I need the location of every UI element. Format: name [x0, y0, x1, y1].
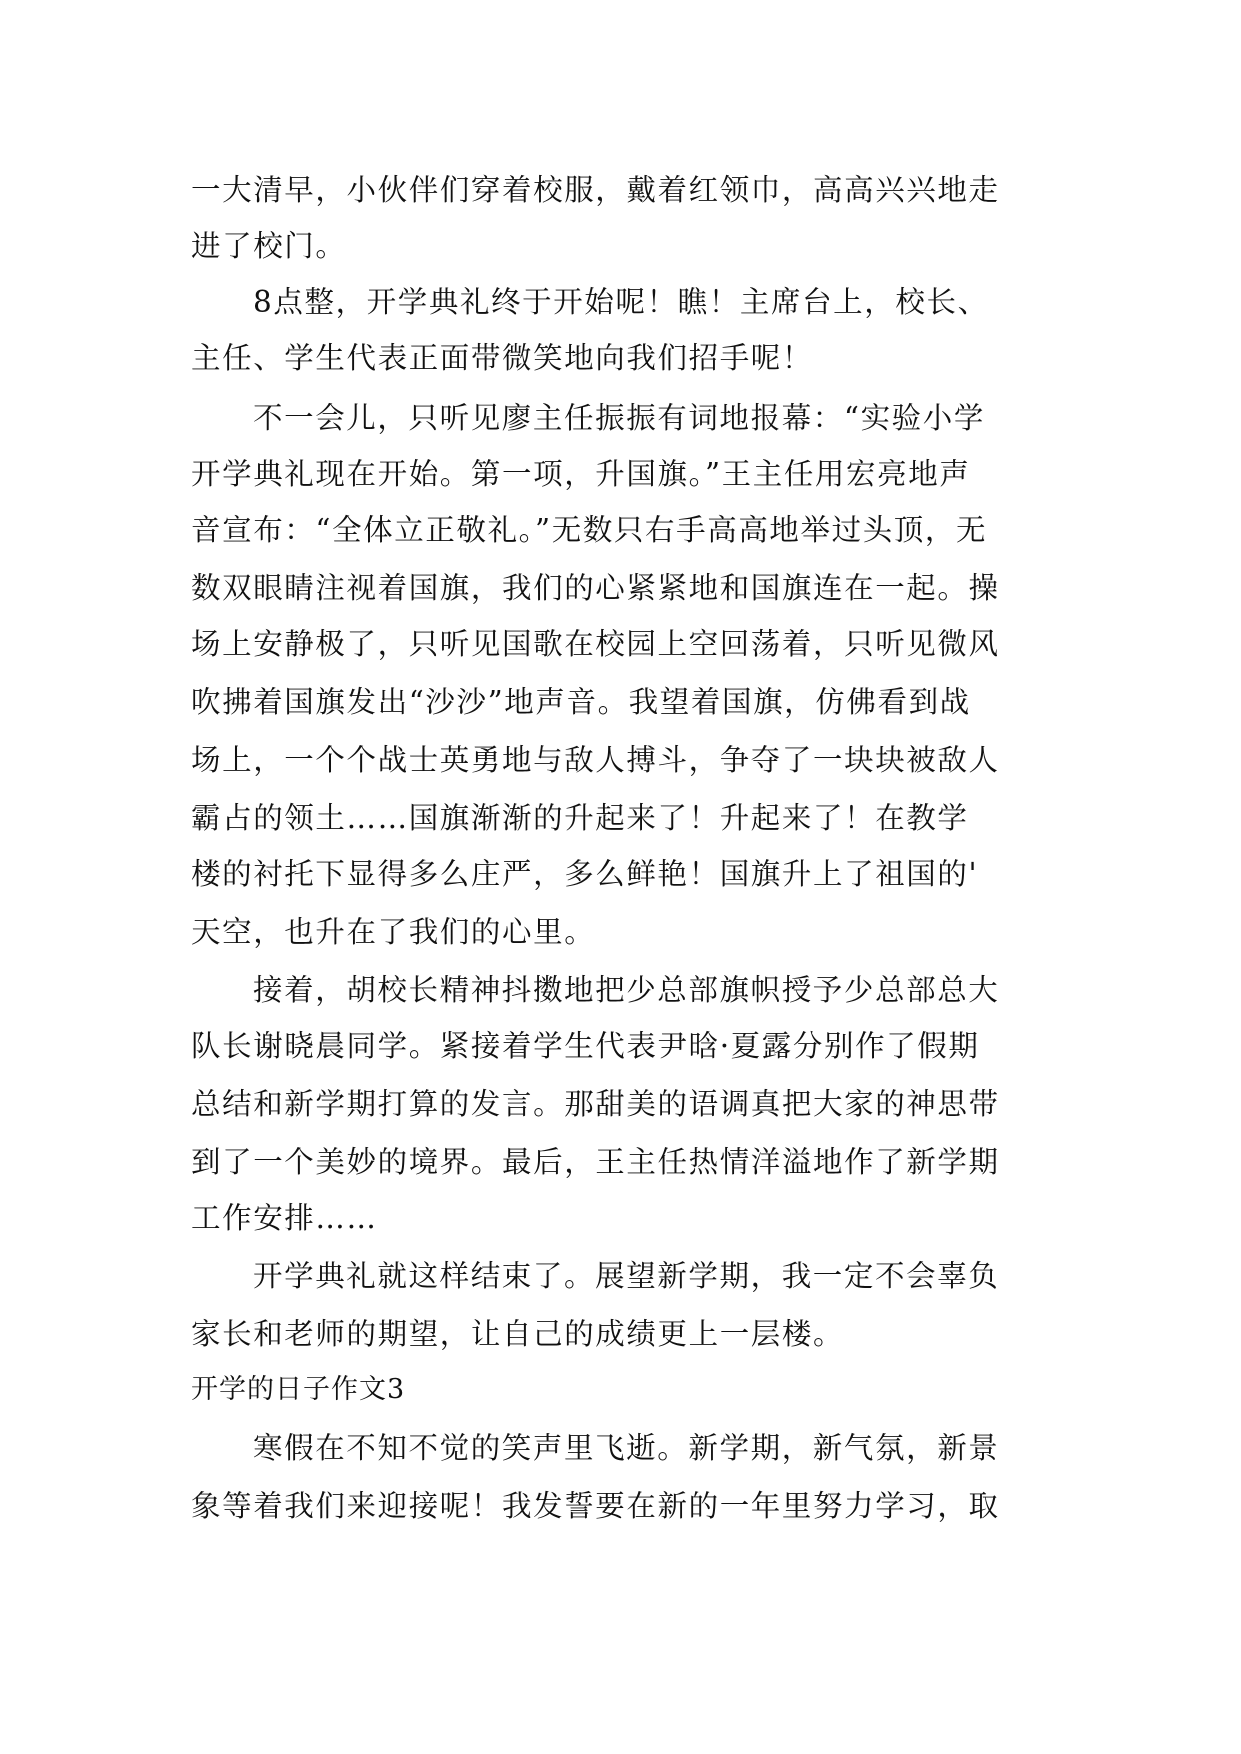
text-line: 象等着我们来迎接呢！我发誓要在新的一年里努力学习，取 — [191, 1489, 1000, 1523]
text-line: 楼的衬托下显得多么庄严，多么鲜艳！国旗升上了祖国的' — [191, 857, 979, 891]
text-line: 开学典礼现在开始。第一项，升国旗。”王主任用宏亮地声 — [191, 457, 971, 491]
text-line: 场上，一个个战士英勇地与敌人搏斗，争夺了一块块被敌人 — [191, 743, 1000, 777]
text-line: 进了校门。 — [191, 229, 347, 263]
text-line: 到了一个美妙的境界。最后，王主任热情洋溢地作了新学期 — [191, 1145, 1000, 1179]
text-line: 寒假在不知不觉的笑声里飞逝。新学期，新气氛，新景 — [253, 1431, 1000, 1465]
text-line: 开学典礼就这样结束了。展望新学期，我一定不会辜负 — [253, 1259, 1000, 1293]
text-line: 场上安静极了，只听见国歌在校园上空回荡着，只听见微风 — [191, 627, 1000, 661]
section-heading: 开学的日子作文3 — [191, 1374, 406, 1405]
text-line: 音宣布：“全体立正敬礼。”无数只右手高高地举过头顶，无 — [191, 513, 988, 547]
text-line: 一大清早，小伙伴们穿着校服，戴着红领巾，高高兴兴地走 — [191, 173, 1000, 207]
text-line: 吹拂着国旗发出“沙沙”地声音。我望着国旗，仿佛看到战 — [191, 685, 971, 719]
text-line: 霸占的领土……国旗渐渐的升起来了！升起来了！在教学 — [191, 801, 969, 835]
text-line: 天空，也升在了我们的心里。 — [191, 915, 596, 949]
text-line: 工作安排…… — [191, 1201, 378, 1235]
text-line: 队长谢晓晨同学。紧接着学生代表尹晗·夏露分别作了假期 — [191, 1029, 980, 1063]
text-line: 数双眼睛注视着国旗，我们的心紧紧地和国旗连在一起。操 — [191, 571, 1000, 605]
text-line: 接着，胡校长精神抖擞地把少总部旗帜授予少总部总大 — [253, 973, 1000, 1007]
text-line: 8点整，开学典礼终于开始呢！瞧！主席台上，校长、 — [253, 285, 989, 319]
text-line: 总结和新学期打算的发言。那甜美的语调真把大家的神思带 — [191, 1087, 1000, 1121]
text-line: 不一会儿，只听见廖主任振振有词地报幕：“实验小学 — [253, 401, 985, 435]
text-line: 家长和老师的期望，让自己的成绩更上一层楼。 — [191, 1317, 845, 1351]
text-line: 主任、学生代表正面带微笑地向我们招手呢！ — [191, 341, 814, 375]
